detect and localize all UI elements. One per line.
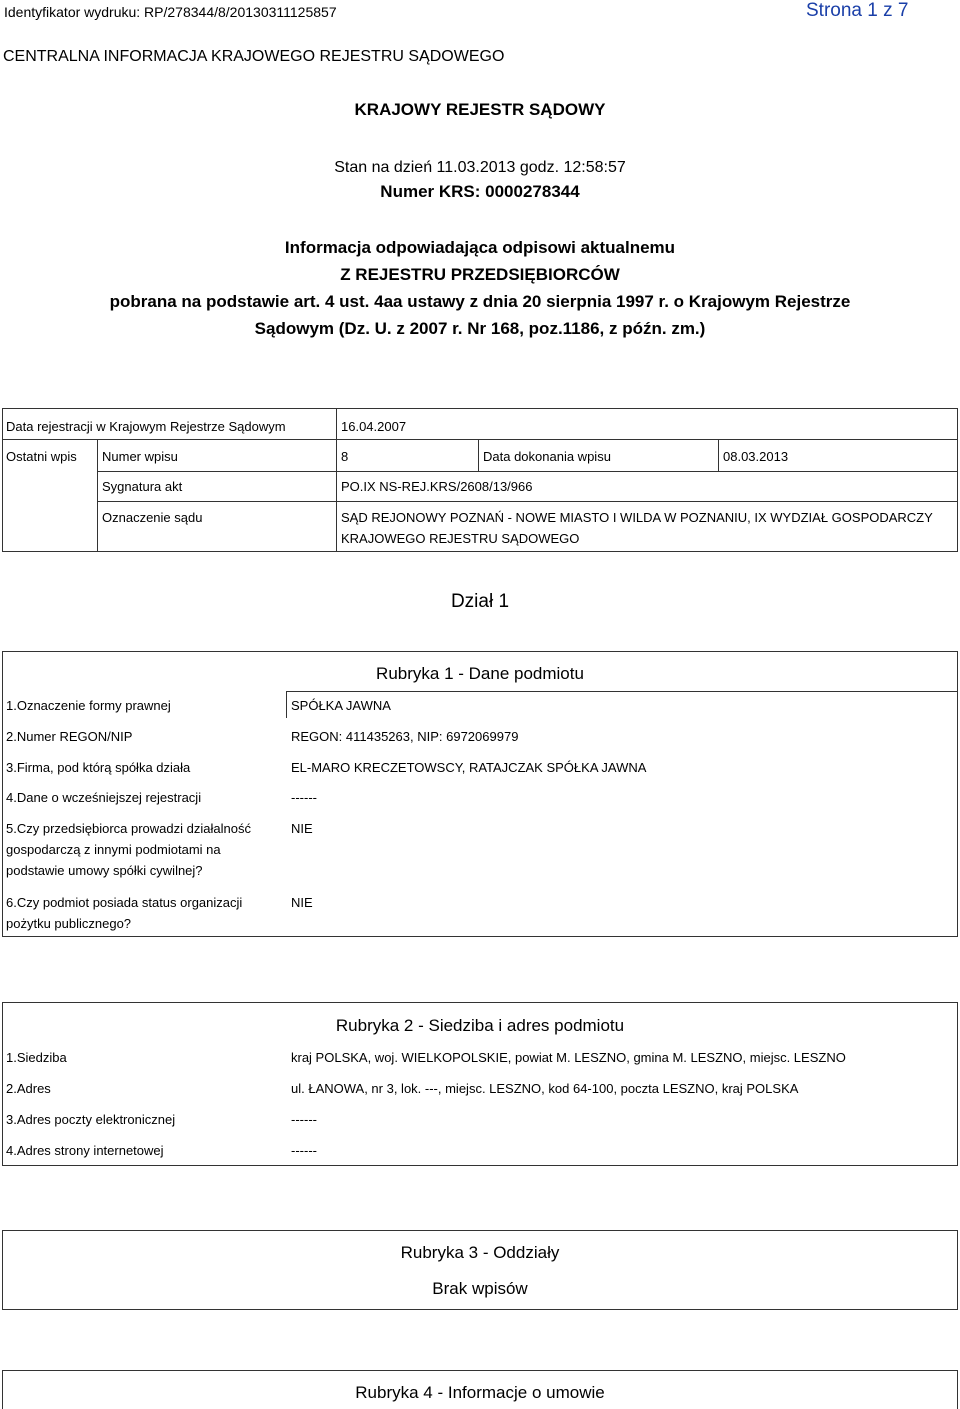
page-number: Strona 1 z 7 (806, 0, 909, 21)
field-value: ------ (291, 1143, 317, 1158)
field-value: kraj POLSKA, woj. WIELKOPOLSKIE, powiat M. LESZNO, gmina M. LESZNO, miejsc. LESZNO (291, 1050, 846, 1065)
entry-number-label: Numer wpisu (102, 449, 178, 464)
field-value: NIE (291, 895, 313, 910)
field-label: 6.Czy podmiot posiada status organizacji pożytku publicznego? (6, 895, 243, 931)
table-divider (478, 439, 479, 471)
reg-date-label: Data rejestracji w Krajowym Rejestrze Sądowym (6, 419, 286, 434)
info-line: Sądowym (Dz. U. z 2007 r. Nr 168, poz.1186, z późn. zm.) (254, 319, 706, 338)
rubryka-2-title: Rubryka 2 - Siedziba i adres podmiotu (335, 1016, 625, 1035)
info-line: pobrana na podstawie art. 4 ust. 4aa ustawy z dnia 20 sierpnia 1997 r. o Krajowym Rejestrze (109, 292, 851, 311)
field-label: 5.Czy przedsiębiorca prowadzi działalność gospodarczą z innymi podmiotami na podstawie umowy spółki cywilnej? (6, 821, 251, 878)
field-value: ul. ŁANOWA, nr 3, lok. ---, miejsc. LESZNO, kod 64-100, poczta LESZNO, kraj POLSKA (291, 1081, 799, 1096)
field-label: 4.Adres strony internetowej (6, 1143, 164, 1158)
entry-number-value: 8 (341, 449, 349, 464)
last-entry-label: Ostatni wpis (6, 449, 77, 464)
field-label: 2.Adres (6, 1081, 51, 1096)
field-value: NIE (291, 821, 313, 836)
signature-label: Sygnatura akt (102, 479, 183, 494)
court-label: Oznaczenie sądu (102, 510, 203, 525)
institution-name: CENTRALNA INFORMACJA KRAJOWEGO REJESTRU SĄDOWEGO (3, 48, 505, 65)
table-divider (2, 439, 958, 440)
rubryka-3-title: Rubryka 3 - Oddziały (400, 1243, 560, 1262)
table-divider (286, 691, 958, 692)
state-date: Stan na dzień 11.03.2013 godz. 12:58:57 (334, 159, 626, 176)
field-label: 4.Dane o wcześniejszej rejestracji (6, 790, 202, 805)
field-label: 2.Numer REGON/NIP (6, 729, 133, 744)
rubryka-1-title: Rubryka 1 - Dane podmiotu (376, 664, 584, 683)
field-label: 1.Oznaczenie formy prawnej (6, 698, 171, 713)
krs-number: Numer KRS: 0000278344 (380, 182, 580, 201)
registry-title: KRAJOWY REJESTR SĄDOWY (354, 100, 606, 119)
field-label: 3.Adres poczty elektronicznej (6, 1112, 176, 1127)
field-value: REGON: 411435263, NIP: 6972069979 (291, 729, 519, 744)
entry-date-label: Data dokonania wpisu (483, 449, 611, 464)
info-block (0, 234, 960, 342)
table-divider (336, 408, 337, 552)
info-line: Informacja odpowiadająca odpisowi aktualnemu (284, 238, 676, 257)
table-divider (97, 439, 98, 552)
field-value: SPÓŁKA JAWNA (291, 698, 391, 713)
table-divider (286, 691, 287, 718)
field-label: 3.Firma, pod którą spółka działa (6, 760, 191, 775)
print-identifier: Identyfikator wydruku: RP/278344/8/20130311125857 (4, 4, 337, 20)
table-divider (97, 471, 958, 472)
table-divider (97, 501, 958, 502)
reg-date-value: 16.04.2007 (341, 419, 407, 434)
rubryka-4-title: Rubryka 4 - Informacje o umowie (355, 1383, 605, 1402)
field-value: ------ (291, 790, 317, 805)
entry-date-value: 08.03.2013 (723, 449, 789, 464)
section-title: Dział 1 (450, 591, 510, 612)
field-value: ------ (291, 1112, 317, 1127)
empty-entries: Brak wpisów (432, 1279, 528, 1298)
field-label: 1.Siedziba (6, 1050, 67, 1065)
table-divider (718, 439, 719, 471)
court-value: SĄD REJONOWY POZNAŃ - NOWE MIASTO I WILDA W POZNANIU, IX WYDZIAŁ GOSPODARCZY KRAJOWEGO REJESTRU SĄDOWEGO (341, 510, 933, 546)
signature-value: PO.IX NS-REJ.KRS/2608/13/966 (341, 479, 533, 494)
info-line: Z REJESTRU PRZEDSIĘBIORCÓW (340, 265, 620, 284)
field-value: EL-MARO KRECZETOWSCY, RATAJCZAK SPÓŁKA JAWNA (291, 760, 647, 775)
